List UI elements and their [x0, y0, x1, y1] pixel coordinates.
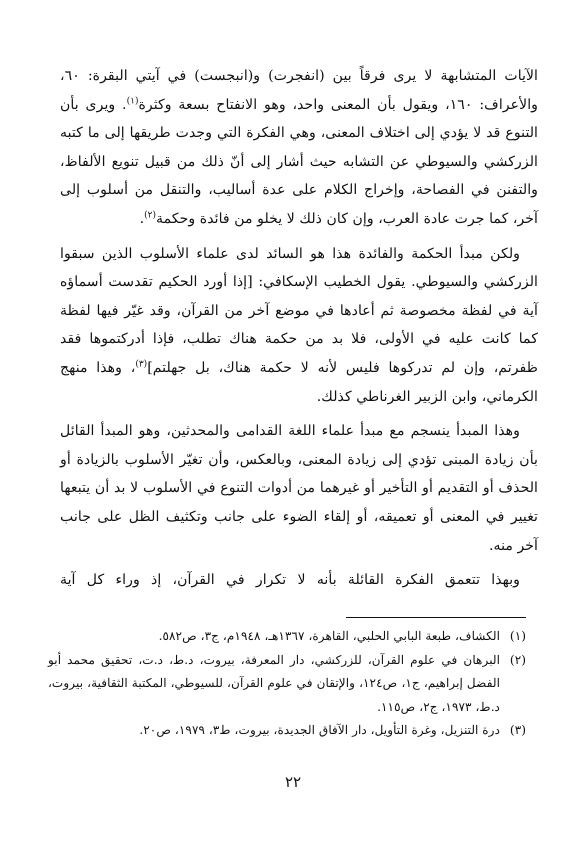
paragraph-1-end: .	[139, 210, 145, 227]
footnote-2	[48, 649, 526, 720]
footnote-text: البرهان في علوم القرآن، للزركشي، دار المعرفة، بيروت، د.ط، د.ت، تحقيق محمد أبو الفضل إبراهيم، ج١، ص١٢٤، والإتقان في علوم القرآن، للسيوطي، المكتبة الثقافية، بيروت، د.ط، ١٩٧٣، ج٢، ص١١٥.	[48, 652, 500, 714]
paragraph-2-text: ولكن مبدأ الحكمة والفائدة هذا هو السائد لدى علماء الأسلوب الذين سبقوا الزركشي والسيوطي. يقول الخطيب الإسكافي: [إذا أورد الحكيم تقدست أسماؤه آية في لفظة مخصوصة ثم أعادها في موضع آخر من القرآن، وقد غيّر فيها لفظة كما كانت عليه في الأولى، فلا بد من حكمة هناك تطلب، فإذا أدركتموها فقد ظفرتم، وإن لم تدركوها فليس لأنه لا حكمة هناك، بل جهلتم]	[60, 245, 538, 376]
footnote-number: (٣)	[509, 723, 526, 737]
footnote-number: (٢)	[509, 652, 526, 667]
paragraph-1	[60, 62, 538, 234]
footnote-text: الكشاف، طبعة البابي الحلبي، القاهرة، ١٣٦٧هـ، ١٩٤٨م، ج٣، ص٥٨٢.	[158, 629, 500, 643]
footnotes	[48, 625, 526, 743]
footnote-text: درة التنزيل، وغرة التأويل، دار الآفاق الجديدة، بيروت، ط٣، ١٩٧٩، ص٢٠.	[139, 723, 500, 737]
footnote-3	[48, 719, 526, 743]
paragraph-2	[60, 240, 538, 412]
footnote-ref-2[interactable]: (٢)	[144, 210, 156, 221]
footnote-1	[48, 625, 526, 649]
paragraph-2-end: ، وهذا منهج الكرماني، وابن الزبير الغرناطي كذلك.	[60, 359, 538, 405]
paragraph-1-text: الآيات المتشابهة لا يرى فرقاً بين (انفجرت) و(انبجست) في آيتي البقرة: ٦٠، والأعراف: ١٦٠، ويقول بأن المعنى واحد، وهو الانفتاح بسعة وكثرة	[60, 68, 538, 113]
footnote-ref-1[interactable]: (١)	[126, 95, 139, 106]
footnote-number: (١)	[509, 629, 526, 643]
footnote-separator	[346, 617, 526, 618]
paragraph-4: وبهذا تتعمق الفكرة القائلة بأنه لا تكرار في القرآن، إذ وراء كل آية	[60, 572, 520, 589]
paragraph-3: وهذا المبدأ ينسجم مع مبدأ علماء اللغة القدامى والمحدثين، وهو المبدأ القائل بأن زيادة المبنى تؤدي إلى زيادة المعنى، وبالعكس، وأن تغيّر الأسلوب بالزيادة أو الحذف أو التقديم أو التأخير أو غيرهما من أدوات التنوع في الأسلوب لا بد أن يتبعها تغيير في المعنى أو تعميقه، أو إلقاء الضوء على جانب وتكثيف الظل على جانب آخر منه.	[60, 423, 538, 554]
footnote-ref-3[interactable]: (٣)	[135, 359, 148, 370]
paragraph-1-continuation: . ويرى بأن التنوع قد لا يؤدي إلى اختلاف المعنى، وهي الفكرة التي وجدت طريقها إلى ما كتبه الزركشي والسيوطي عن التشابه حيث أشار إلى أنّ ذلك من قبيل تنويع الألفاظ، والتفنن في الفصاحة، وإخراج الكلام على عدة أساليب، والتنقل من أسلوب إلى آخر، كما جرت عادة العرب، وإن كان ذلك لا يخلو من فائدة وحكمة	[60, 96, 538, 227]
main-text	[60, 62, 538, 601]
page-number: ٢٢	[284, 773, 302, 791]
